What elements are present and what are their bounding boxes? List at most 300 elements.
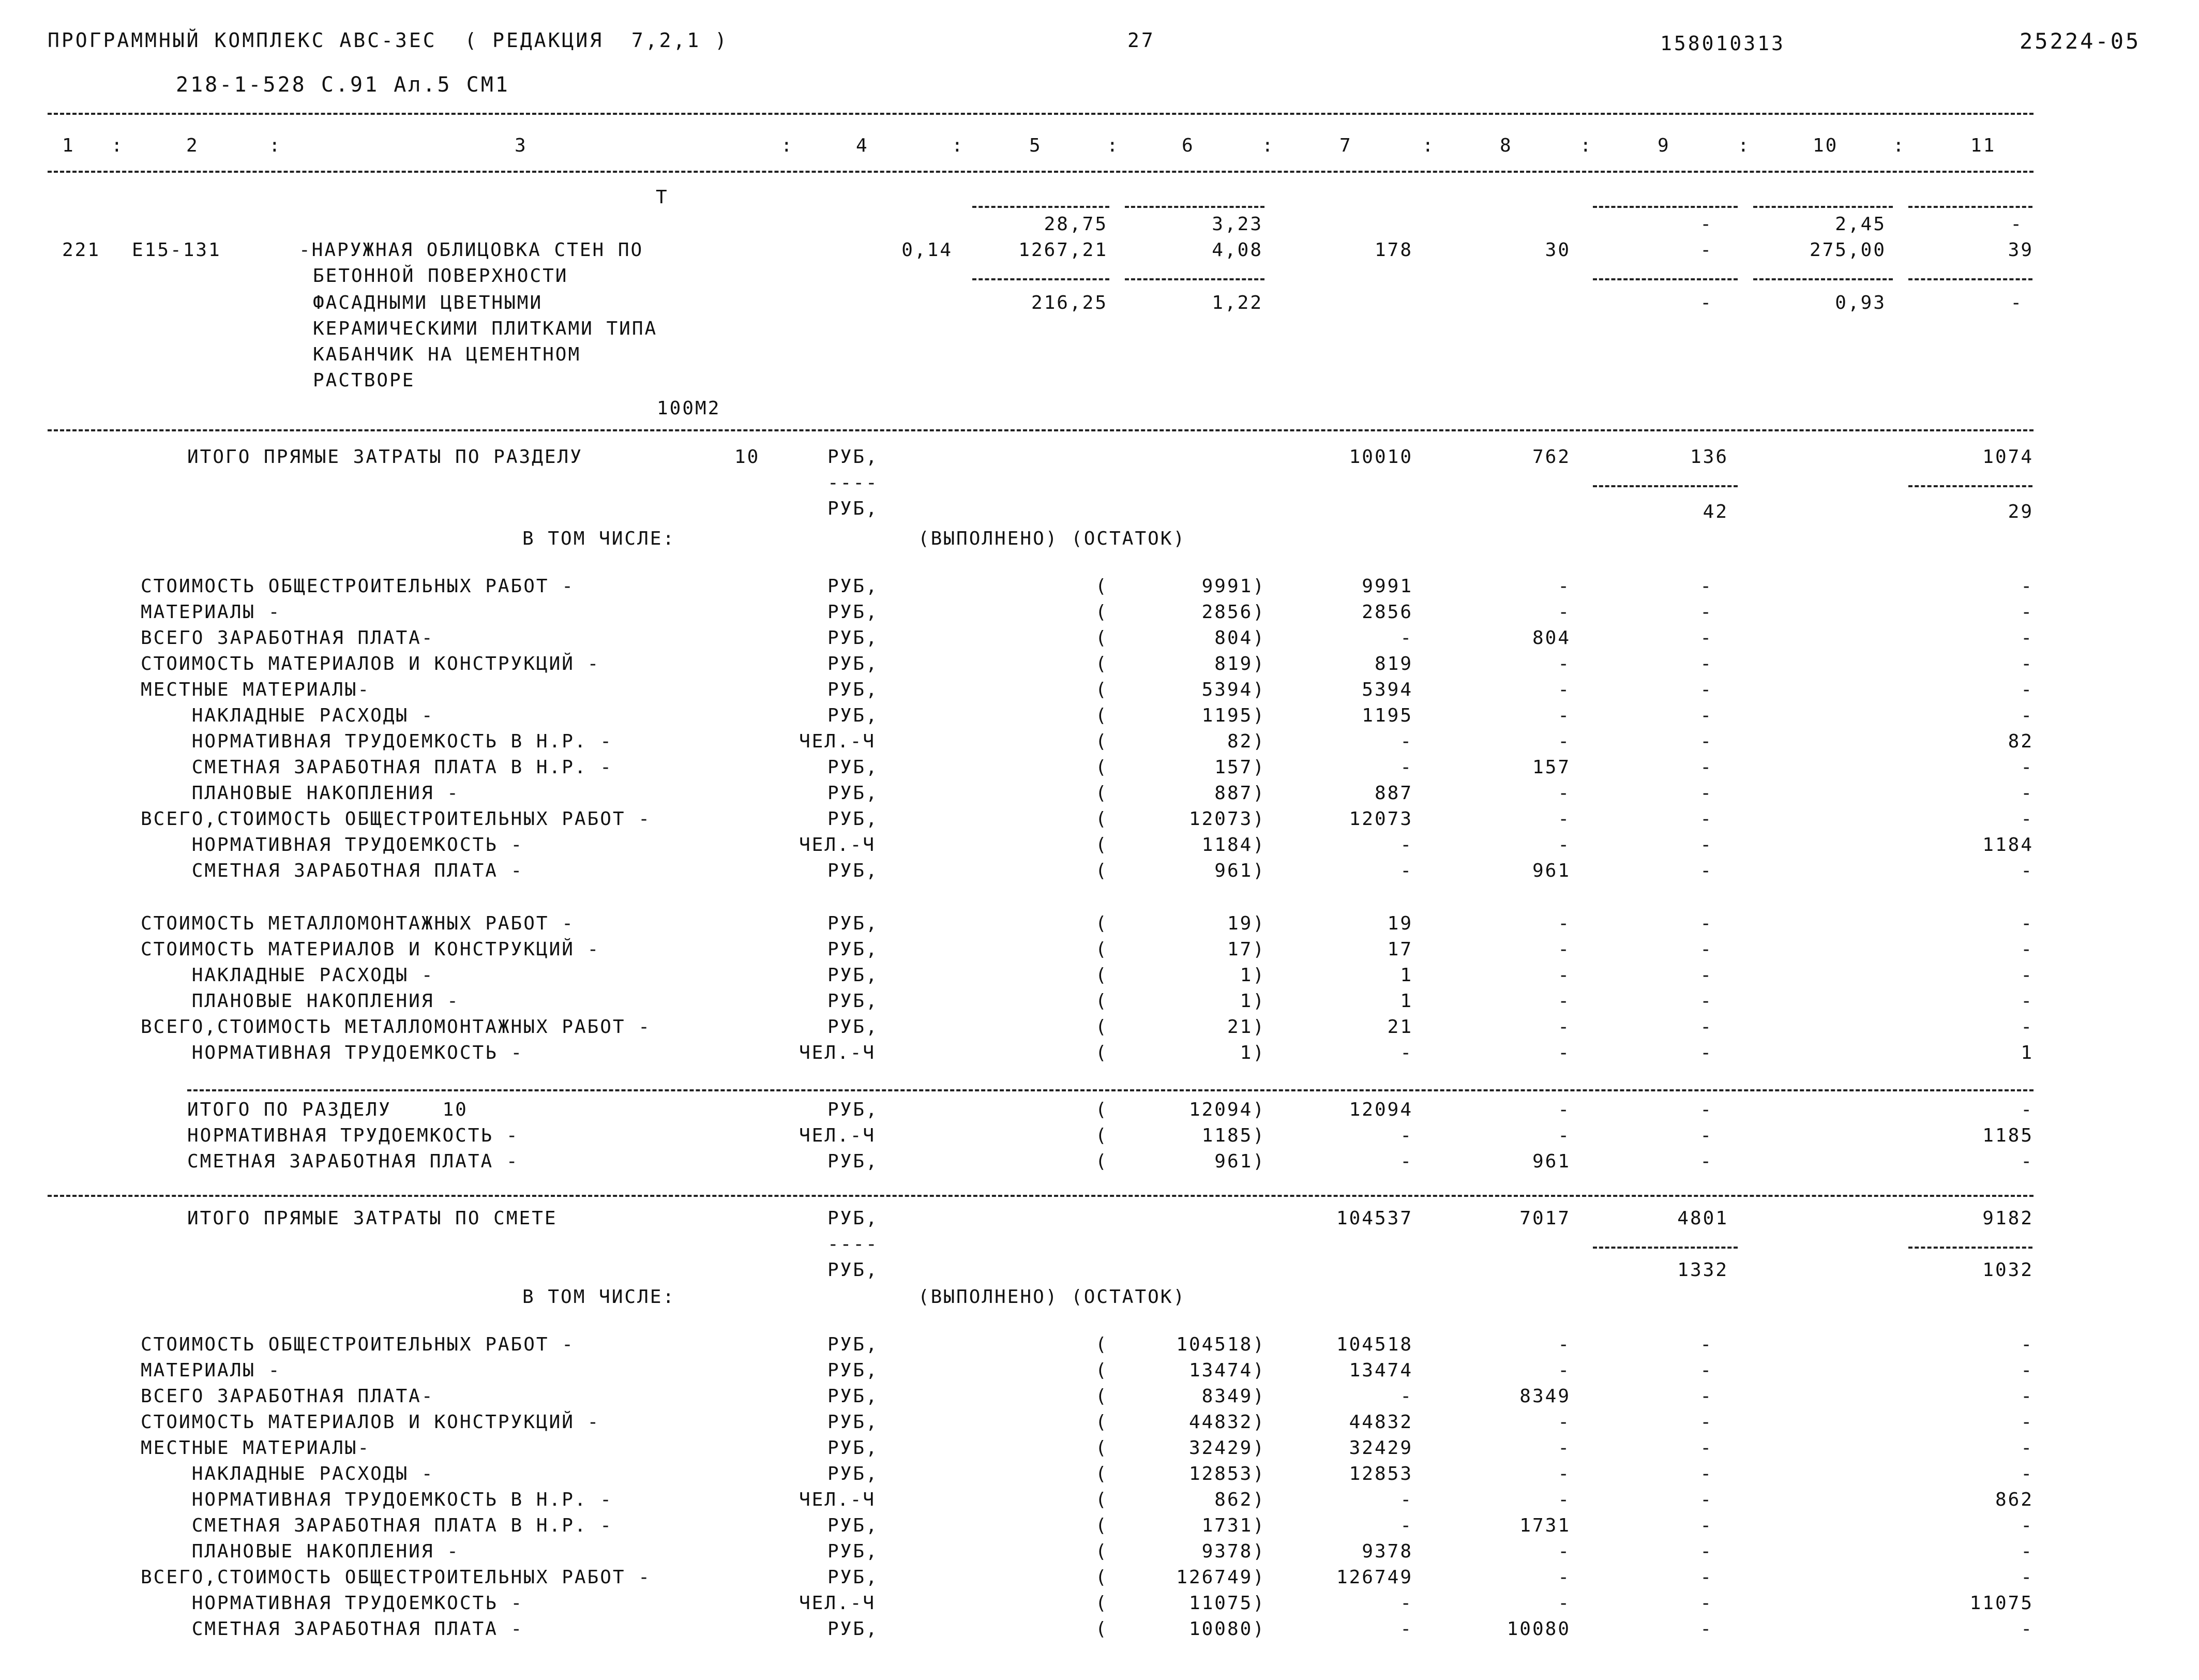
c11-value: - [2021, 1099, 2034, 1120]
c8-value: - [1558, 783, 1571, 804]
row-label: НОРМАТИВНАЯ ТРУДОЕМКОСТЬ В Н.Р. - [141, 1489, 613, 1510]
row-unit: РУБ, [827, 1437, 879, 1459]
c11-value: - [2021, 991, 2034, 1012]
row-unit: РУБ, [827, 1386, 879, 1407]
row-label: СМЕТНАЯ ЗАРАБОТНАЯ ПЛАТА - [141, 860, 524, 881]
c11-value: - [2010, 292, 2023, 313]
row-unit: РУБ, [827, 783, 879, 804]
item-desc-line: КАБАНЧИК НА ЦЕМЕНТНОМ [313, 344, 581, 365]
row-unit: РУБ, [827, 808, 879, 830]
c7-value: 10010 [1349, 446, 1413, 468]
done-value: 17) [1227, 939, 1266, 960]
open-paren: ( [1095, 627, 1108, 649]
c9-value: - [1700, 1618, 1713, 1640]
c9-value: - [1700, 783, 1713, 804]
open-paren: ( [1095, 1618, 1108, 1640]
c6-value: 1,22 [1212, 292, 1263, 313]
done-value: 1195) [1201, 705, 1266, 726]
c7-value: 126749 [1336, 1567, 1413, 1588]
c7-value: - [1400, 1151, 1413, 1172]
divider-dash [1908, 206, 2032, 208]
c9-value: - [1700, 576, 1713, 597]
summary-unit: РУБ, [827, 1208, 879, 1229]
row-unit: РУБ, [827, 1463, 879, 1484]
c11-value: - [2021, 1334, 2034, 1355]
c9-value: 4801 [1677, 1208, 1728, 1229]
done-value: 21) [1227, 1016, 1266, 1038]
row-unit: РУБ, [827, 627, 879, 649]
c7-value: 17 [1387, 939, 1413, 960]
c8-value: 157 [1532, 757, 1571, 778]
c8-value: - [1558, 1099, 1571, 1120]
c7-value: 19 [1387, 913, 1413, 934]
col-sep: : [1580, 135, 1593, 156]
item-quantity: 0,14 [901, 239, 953, 261]
done-value: 12853) [1188, 1463, 1266, 1484]
c11-value: - [2021, 1437, 2034, 1459]
done-value: 157) [1214, 757, 1266, 778]
done-value: 1) [1240, 1042, 1266, 1063]
divider-dash [1593, 206, 1738, 208]
item-desc-line: ФАСАДНЫМИ ЦВЕТНЫМИ [313, 292, 543, 313]
page-number: 27 [1127, 29, 1155, 52]
c7-value: 12094 [1349, 1099, 1413, 1120]
program-header: ПРОГРАММНЫЙ КОМПЛЕКС АВС-3ЕС ( РЕДАКЦИЯ 7,2,1 ) [48, 29, 729, 52]
c9-value: - [1700, 1360, 1713, 1381]
divider-dash [1908, 1247, 2032, 1249]
divider-dash [972, 206, 1109, 208]
c11-value: 9182 [1982, 1208, 2034, 1229]
row-label: МЕСТНЫЕ МАТЕРИАЛЫ- [141, 679, 371, 700]
c9-value: - [1700, 239, 1713, 261]
divider-dash [1125, 206, 1264, 208]
item-desc-line: КЕРАМИЧЕСКИМИ ПЛИТКАМИ ТИПА [313, 318, 658, 339]
open-paren: ( [1095, 1099, 1108, 1120]
done-value: 1185) [1201, 1125, 1266, 1146]
done-value: 8349) [1201, 1386, 1266, 1407]
c11-value: 1185 [1982, 1125, 2034, 1146]
c9-value: - [1700, 757, 1713, 778]
c7-value: - [1400, 757, 1413, 778]
c9-value: - [1700, 1463, 1713, 1484]
summary-title: ИТОГО ПРЯМЫЕ ЗАТРАТЫ ПО РАЗДЕЛУ [187, 446, 583, 468]
row-unit: РУБ, [827, 679, 879, 700]
c7-value: 5394 [1362, 679, 1413, 700]
c11-value: 1184 [1982, 834, 2034, 856]
c9-value: - [1700, 602, 1713, 623]
divider-dash [1593, 278, 1738, 280]
c11-value: - [2021, 653, 2034, 674]
done-value: 13474) [1188, 1360, 1266, 1381]
row-label: ВСЕГО ЗАРАБОТНАЯ ПЛАТА- [141, 1386, 434, 1407]
page-subtitle: 218-1-528 С.91 Ал.5 СМ1 [176, 73, 510, 97]
c8-value: 30 [1545, 239, 1571, 261]
c11-value: - [2021, 860, 2034, 881]
c9-value: - [1700, 627, 1713, 649]
open-paren: ( [1095, 731, 1108, 752]
c9-value: 136 [1690, 446, 1728, 468]
c9-value: - [1700, 1515, 1713, 1536]
open-paren: ( [1095, 1386, 1108, 1407]
c7-value: 12853 [1349, 1463, 1413, 1484]
row-label: ПЛАНОВЫЕ НАКОПЛЕНИЯ - [141, 1541, 460, 1562]
row-unit: РУБ, [827, 1541, 879, 1562]
c7-value: - [1400, 1386, 1413, 1407]
done-value: 12094) [1188, 1099, 1266, 1120]
c10-value: 0,93 [1835, 292, 1886, 313]
done-value: 82) [1227, 731, 1266, 752]
c11-value: - [2021, 913, 2034, 934]
c9-value: - [1700, 1016, 1713, 1038]
c11-value: - [2021, 1541, 2034, 1562]
row-unit: ЧЕЛ.-Ч [799, 1042, 876, 1063]
c11-value: - [2021, 1016, 2034, 1038]
done-remaining-label: (ВЫПОЛНЕНО) (ОСТАТОК) [918, 528, 1186, 549]
c9-value: - [1700, 1125, 1713, 1146]
row-label: МАТЕРИАЛЫ - [141, 602, 281, 623]
row-label: НОРМАТИВНАЯ ТРУДОЕМКОСТЬ В Н.Р. - [141, 731, 613, 752]
summary-unit: РУБ, [827, 1259, 879, 1281]
c7-value: - [1400, 860, 1413, 881]
header-rule-top [48, 113, 2034, 115]
c11-value: - [2021, 627, 2034, 649]
c9-value: - [1700, 1541, 1713, 1562]
done-value: 2856) [1201, 602, 1266, 623]
done-value: 5394) [1201, 679, 1266, 700]
divider-dash [1753, 206, 1893, 208]
c11-value: - [2021, 939, 2034, 960]
c8-value: - [1558, 1463, 1571, 1484]
c9-value: - [1700, 214, 1713, 235]
row-label: НОРМАТИВНАЯ ТРУДОЕМКОСТЬ - [141, 1593, 524, 1614]
col-sep: : [952, 135, 965, 156]
row-label: СТОИМОСТЬ ОБЩЕСТРОИТЕЛЬНЫХ РАБОТ - [141, 576, 575, 597]
c7-value: - [1400, 1489, 1413, 1510]
c7-value: - [1400, 1042, 1413, 1063]
row-label: ИТОГО ПО РАЗДЕЛУ 10 [187, 1099, 468, 1120]
c9-value: - [1700, 1412, 1713, 1433]
col-sep: : [1893, 135, 1906, 156]
c11-value: - [2021, 757, 2034, 778]
c11-value: - [2021, 808, 2034, 830]
c8-value: - [1558, 705, 1571, 726]
done-value: 126749) [1176, 1567, 1266, 1588]
divider-dash [1593, 485, 1738, 487]
done-value: 887) [1214, 783, 1266, 804]
open-paren: ( [1095, 1463, 1108, 1484]
c7-value: 9991 [1362, 576, 1413, 597]
open-paren: ( [1095, 1360, 1108, 1381]
row-unit: РУБ, [827, 860, 879, 881]
c11-value: 862 [1995, 1489, 2034, 1510]
section-rule [48, 429, 2034, 431]
c8-value: 1731 [1519, 1515, 1571, 1536]
c11-value: - [2021, 679, 2034, 700]
c9-value: - [1700, 1386, 1713, 1407]
section-rule [48, 1195, 2034, 1197]
open-paren: ( [1095, 783, 1108, 804]
c11-value: 1032 [1982, 1259, 2034, 1281]
c8-value: 7017 [1519, 1208, 1571, 1229]
c8-value: 961 [1532, 860, 1571, 881]
c8-value: - [1558, 1125, 1571, 1146]
c11-value: - [2021, 602, 2034, 623]
row-label: СМЕТНАЯ ЗАРАБОТНАЯ ПЛАТА - [141, 1618, 524, 1640]
section-number: 10 [734, 446, 760, 468]
done-remaining-label: (ВЫПОЛНЕНО) (ОСТАТОК) [918, 1286, 1186, 1308]
row-label: ПЛАНОВЫЕ НАКОПЛЕНИЯ - [141, 991, 460, 1012]
done-value: 819) [1214, 653, 1266, 674]
open-paren: ( [1095, 1515, 1108, 1536]
row-unit: РУБ, [827, 1016, 879, 1038]
c7-value: 819 [1374, 653, 1413, 674]
row-unit: ЧЕЛ.-Ч [799, 1489, 876, 1510]
row-label: НОРМАТИВНАЯ ТРУДОЕМКОСТЬ - [141, 1042, 524, 1063]
row-label: СМЕТНАЯ ЗАРАБОТНАЯ ПЛАТА В Н.Р. - [141, 1515, 613, 1536]
c9-value: - [1700, 1099, 1713, 1120]
row-label: СТОИМОСТЬ МАТЕРИАЛОВ И КОНСТРУКЦИЙ - [141, 1412, 600, 1433]
col-sep: : [269, 135, 282, 156]
done-value: 12073) [1188, 808, 1266, 830]
done-value: 44832) [1188, 1412, 1266, 1433]
row-unit: ЧЕЛ.-Ч [799, 834, 876, 856]
c7-value: 887 [1374, 783, 1413, 804]
c8-value: 804 [1532, 627, 1571, 649]
c7-value: 104537 [1336, 1208, 1413, 1229]
c11-value: - [2021, 1360, 2034, 1381]
c7-value: 1 [1400, 991, 1413, 1012]
c7-value: 12073 [1349, 808, 1413, 830]
row-unit: РУБ, [827, 913, 879, 934]
c9-value: - [1700, 834, 1713, 856]
document-number: 25224-05 [2020, 28, 2141, 54]
row-unit: РУБ, [827, 602, 879, 623]
row-unit: РУБ, [827, 1515, 879, 1536]
c7-value: 178 [1374, 239, 1413, 261]
col-header-2: 2 [186, 135, 199, 156]
done-value: 1) [1240, 965, 1266, 986]
c7-value: 104518 [1336, 1334, 1413, 1355]
c8-value: - [1558, 653, 1571, 674]
row-label: ПЛАНОВЫЕ НАКОПЛЕНИЯ - [141, 783, 460, 804]
open-paren: ( [1095, 913, 1108, 934]
c6-value: 3,23 [1212, 214, 1263, 235]
row-unit: РУБ, [827, 576, 879, 597]
divider-dash [972, 278, 1109, 280]
c8-value: 961 [1532, 1151, 1571, 1172]
row-unit: ЧЕЛ.-Ч [799, 1593, 876, 1614]
c7-value: - [1400, 1125, 1413, 1146]
c9-value: - [1700, 939, 1713, 960]
c7-value: - [1400, 834, 1413, 856]
done-value: 1) [1240, 991, 1266, 1012]
done-value: 961) [1214, 860, 1266, 881]
c7-value: 2856 [1362, 602, 1413, 623]
open-paren: ( [1095, 576, 1108, 597]
done-value: 804) [1214, 627, 1266, 649]
done-value: 862) [1214, 1489, 1266, 1510]
item-desc-line: -НАРУЖНАЯ ОБЛИЦОВКА СТЕН ПО [299, 239, 644, 261]
open-paren: ( [1095, 1151, 1108, 1172]
row-unit: РУБ, [827, 965, 879, 986]
row-unit: РУБ, [827, 705, 879, 726]
c9-value: - [1700, 860, 1713, 881]
done-value: 9991) [1201, 576, 1266, 597]
c10-value: 275,00 [1809, 239, 1886, 261]
c8-value: 10080 [1507, 1618, 1571, 1640]
col-sep: : [111, 135, 124, 156]
item-code: Е15-131 [132, 239, 221, 261]
c7-value: 13474 [1349, 1360, 1413, 1381]
subtotal-rule [187, 1089, 2034, 1091]
open-paren: ( [1095, 1489, 1108, 1510]
divider-dash [1753, 278, 1893, 280]
row-label: СТОИМОСТЬ МАТЕРИАЛОВ И КОНСТРУКЦИЙ - [141, 653, 600, 674]
c9-value: 1332 [1677, 1259, 1728, 1281]
col-header-6: 6 [1182, 135, 1195, 156]
row-label: ВСЕГО,СТОИМОСТЬ ОБЩЕСТРОИТЕЛЬНЫХ РАБОТ - [141, 1567, 651, 1588]
c11-value: - [2021, 705, 2034, 726]
c7-value: 1 [1400, 965, 1413, 986]
summary-unit: РУБ, [827, 446, 879, 468]
row-unit: РУБ, [827, 1334, 879, 1355]
c9-value: 42 [1703, 501, 1728, 522]
col-sep: : [781, 135, 794, 156]
c9-value: - [1700, 731, 1713, 752]
c9-value: - [1700, 1334, 1713, 1355]
c9-value: - [1700, 965, 1713, 986]
open-paren: ( [1095, 602, 1108, 623]
c11-value: 11075 [1969, 1593, 2034, 1614]
c9-value: - [1700, 1567, 1713, 1588]
including-label: В ТОМ ЧИСЛЕ: [522, 528, 676, 549]
open-paren: ( [1095, 860, 1108, 881]
row-label: МАТЕРИАЛЫ - [141, 1360, 281, 1381]
c9-value: - [1700, 991, 1713, 1012]
c11-value: 1 [2021, 1042, 2034, 1063]
c8-value: 8349 [1519, 1386, 1571, 1407]
row-unit: РУБ, [827, 991, 879, 1012]
c8-value: - [1558, 1016, 1571, 1038]
row-label: НОРМАТИВНАЯ ТРУДОЕМКОСТЬ - [187, 1125, 519, 1146]
c8-value: - [1558, 1412, 1571, 1433]
c8-value: - [1558, 1042, 1571, 1063]
done-value: 9378) [1201, 1541, 1266, 1562]
c7-value: 1195 [1362, 705, 1413, 726]
done-value: 19) [1227, 913, 1266, 934]
c8-value: - [1558, 1334, 1571, 1355]
open-paren: ( [1095, 991, 1108, 1012]
c11-value: 1074 [1982, 446, 2034, 468]
c5-value: 216,25 [1031, 292, 1108, 313]
col-header-7: 7 [1339, 135, 1352, 156]
row-unit: РУБ, [827, 1618, 879, 1640]
row-label: ВСЕГО,СТОИМОСТЬ ОБЩЕСТРОИТЕЛЬНЫХ РАБОТ - [141, 808, 651, 830]
c7-value: - [1400, 627, 1413, 649]
open-paren: ( [1095, 1541, 1108, 1562]
c11-value: - [2021, 965, 2034, 986]
c8-value: - [1558, 913, 1571, 934]
done-value: 961) [1214, 1151, 1266, 1172]
c11-value: - [2021, 1412, 2034, 1433]
item-t-mark: Т [656, 187, 669, 208]
open-paren: ( [1095, 939, 1108, 960]
col-header-10: 10 [1813, 135, 1839, 156]
row-label: СТОИМОСТЬ МЕТАЛЛОМОНТАЖНЫХ РАБОТ - [141, 913, 575, 934]
c7-value: 32429 [1349, 1437, 1413, 1459]
c11-value: 39 [2008, 239, 2034, 261]
row-label: СМЕТНАЯ ЗАРАБОТНАЯ ПЛАТА В Н.Р. - [141, 757, 613, 778]
c11-value: - [2021, 1463, 2034, 1484]
row-unit: РУБ, [827, 1151, 879, 1172]
c8-value: - [1558, 939, 1571, 960]
open-paren: ( [1095, 1125, 1108, 1146]
open-paren: ( [1095, 757, 1108, 778]
c9-value: - [1700, 808, 1713, 830]
c10-value: 2,45 [1835, 214, 1886, 235]
unit-dashes: ---- [827, 1234, 879, 1255]
c8-value: - [1558, 1541, 1571, 1562]
c8-value: - [1558, 1593, 1571, 1614]
c11-value: - [2021, 576, 2034, 597]
done-value: 104518) [1176, 1334, 1266, 1355]
c9-value: - [1700, 292, 1713, 313]
item-number: 221 [62, 239, 101, 261]
col-header-4: 4 [856, 135, 869, 156]
row-label: НОРМАТИВНАЯ ТРУДОЕМКОСТЬ - [141, 834, 524, 856]
c11-value: - [2021, 1618, 2034, 1640]
c7-value: - [1400, 1515, 1413, 1536]
c9-value: - [1700, 705, 1713, 726]
col-sep: : [1422, 135, 1435, 156]
c11-value: - [2021, 1151, 2034, 1172]
c8-value: - [1558, 731, 1571, 752]
row-unit: РУБ, [827, 1567, 879, 1588]
row-unit: РУБ, [827, 939, 879, 960]
c11-value: - [2021, 1386, 2034, 1407]
done-value: 1184) [1201, 834, 1266, 856]
divider-dash [1125, 278, 1264, 280]
open-paren: ( [1095, 1437, 1108, 1459]
row-unit: РУБ, [827, 757, 879, 778]
open-paren: ( [1095, 1334, 1108, 1355]
unit-dashes: ---- [827, 472, 879, 493]
c9-value: - [1700, 1437, 1713, 1459]
open-paren: ( [1095, 965, 1108, 986]
c5-value: 1267,21 [1018, 239, 1108, 261]
c8-value: - [1558, 991, 1571, 1012]
c6-value: 4,08 [1212, 239, 1263, 261]
item-desc-line: БЕТОННОЙ ПОВЕРХНОСТИ [313, 265, 568, 287]
row-label: СМЕТНАЯ ЗАРАБОТНАЯ ПЛАТА - [187, 1151, 519, 1172]
summary-title: ИТОГО ПРЯМЫЕ ЗАТРАТЫ ПО СМЕТЕ [187, 1208, 558, 1229]
col-sep: : [1107, 135, 1120, 156]
col-header-1: 1 [62, 135, 75, 156]
col-header-8: 8 [1500, 135, 1513, 156]
c7-value: 44832 [1349, 1412, 1413, 1433]
c11-value: - [2021, 1567, 2034, 1588]
including-label: В ТОМ ЧИСЛЕ: [522, 1286, 676, 1308]
col-sep: : [1738, 135, 1751, 156]
c9-value: - [1700, 679, 1713, 700]
c7-value: - [1400, 1593, 1413, 1614]
row-unit: РУБ, [827, 1412, 879, 1433]
c11-value: 29 [2008, 501, 2034, 522]
c5-value: 28,75 [1044, 214, 1108, 235]
open-paren: ( [1095, 1593, 1108, 1614]
row-label: НАКЛАДНЫЕ РАСХОДЫ - [141, 1463, 434, 1484]
c8-value: - [1558, 576, 1571, 597]
